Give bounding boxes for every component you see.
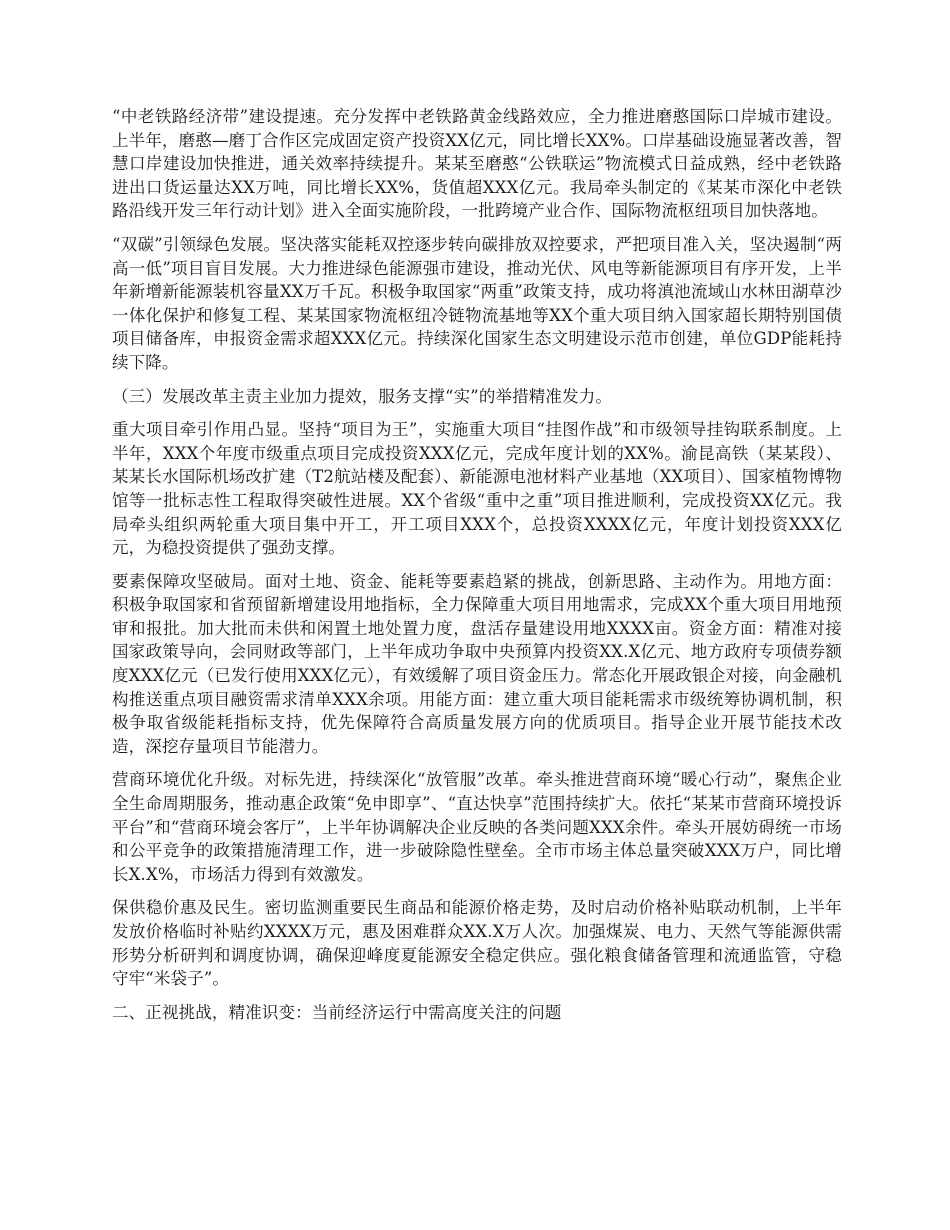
paragraph-business-environment: 营商环境优化升级。对标先进，持续深化“放管服”改革。牵头推进营商环境“暖心行动”，聚焦企业全生命周期服务，推动惠企政策“免申即享”、“直达快享”范围持续扩大。依托“某某市营商环境投诉平台”和“营商环境会客厅”，上半年协调解决企业反映的各类问题XXX余件。牵头开展妨碍统一市场和公平竞争的政策措施清理工作，进一步破除隐性壁垒。全市市场主体总量突破XXX万户，同比增长X.X%，市场活力得到有效激发。 (112, 770, 842, 884)
paragraph-factor-guarantee: 要素保障攻坚破局。面对土地、资金、能耗等要素趋紧的挑战，创新思路、主动作为。用地方面：积极争取国家和省预留新增建设用地指标，全力保障重大项目用地需求，完成XX个重大项目用地预审和报批。加大批而未供和闲置土地处置力度，盘活存量建设用地XXXX亩。资金方面：精准对接国家政策导向，会同财政等部门，上半年成功争取中央预算内投资XX.X亿元、地方政府专项债券额度XXX亿元（已发行使用XXX亿元），有效缓解了项目资金压力。常态化开展政银企对接，向金融机构推送重点项目融资需求清单XXX余项。用能方面：建立重大项目能耗需求市级统筹协调机制，积极争取省级能耗指标支持，优先保障符合高质量发展方向的优质项目。指导企业开展节能技术改造，深挖存量项目节能潜力。 (112, 571, 842, 756)
section-heading-2: 二、正视挑战，精准识变：当前经济运行中需高度关注的问题 (112, 1002, 562, 1022)
document-page (112, 105, 842, 1034)
paragraph-major-projects: 重大项目牵引作用凸显。坚持“项目为王”，实施重大项目“挂图作战”和市级领导挂钩联系制度。上半年，XXX个年度市级重点项目完成投资XXX亿元，完成年度计划的XX%。渝昆高铁（某某段）、某某长水国际机场改扩建（T2航站楼及配套）、新能源电池材料产业基地（XX项目）、国家植物博物馆等一批标志性工程取得突破性进展。XX个省级“重中之重”项目推进顺利，完成投资XX亿元。我局牵头组织两轮重大项目集中开工，开工项目XXX个，总投资XXXX亿元，年度计划投资XXX亿元，为稳投资提供了强劲支撑。 (112, 420, 842, 558)
paragraph-dual-carbon: “双碳”引领绿色发展。坚决落实能耗双控逐步转向碳排放双控要求，严把项目准入关，坚决遏制“两高一低”项目盲目发展。大力推进绿色能源强市建设，推动光伏、风电等新能源项目有序开发，上半年新增新能源装机容量XX万千瓦。积极争取国家“两重”政策支持，成功将滇池流域山水林田湖草沙一体化保护和修复工程、某某国家物流枢纽冷链物流基地等XX个重大项目纳入国家超长期特别国债项目储备库，申报资金需求超XXX亿元。持续深化国家生态文明建设示范市创建，单位GDP能耗持续下降。 (112, 234, 842, 372)
section-heading-3: （三）发展改革主责主业加力提效，服务支撑“实”的举措精准发力。 (112, 386, 613, 406)
paragraph-price-stability: 保供稳价惠及民生。密切监测重要民生商品和能源价格走势，及时启动价格补贴联动机制，上半年发放价格临时补贴约XXXX万元，惠及困难群众XX.X万人次。加强煤炭、电力、天然气等能源供需形势分析研判和调度协调，确保迎峰度夏能源安全稳定供应。强化粮食储备管理和流通监管，守稳守牢“米袋子”。 (112, 898, 842, 989)
paragraph-zhonglao-railway: “中老铁路经济带”建设提速。充分发挥中老铁路黄金线路效应，全力推进磨憨国际口岸城市建设。上半年，磨憨—磨丁合作区完成固定资产投资XX亿元，同比增长XX%。口岸基础设施显著改善，智慧口岸建设加快推进，通关效率持续提升。某某至磨憨“公铁联运”物流模式日益成熟，经中老铁路进出口货运量达XX万吨，同比增长XX%，货值超XXX亿元。我局牵头制定的《某某市深化中老铁路沿线开发三年行动计划》进入全面实施阶段，一批跨境产业合作、国际物流枢纽项目加快落地。 (112, 107, 842, 221)
